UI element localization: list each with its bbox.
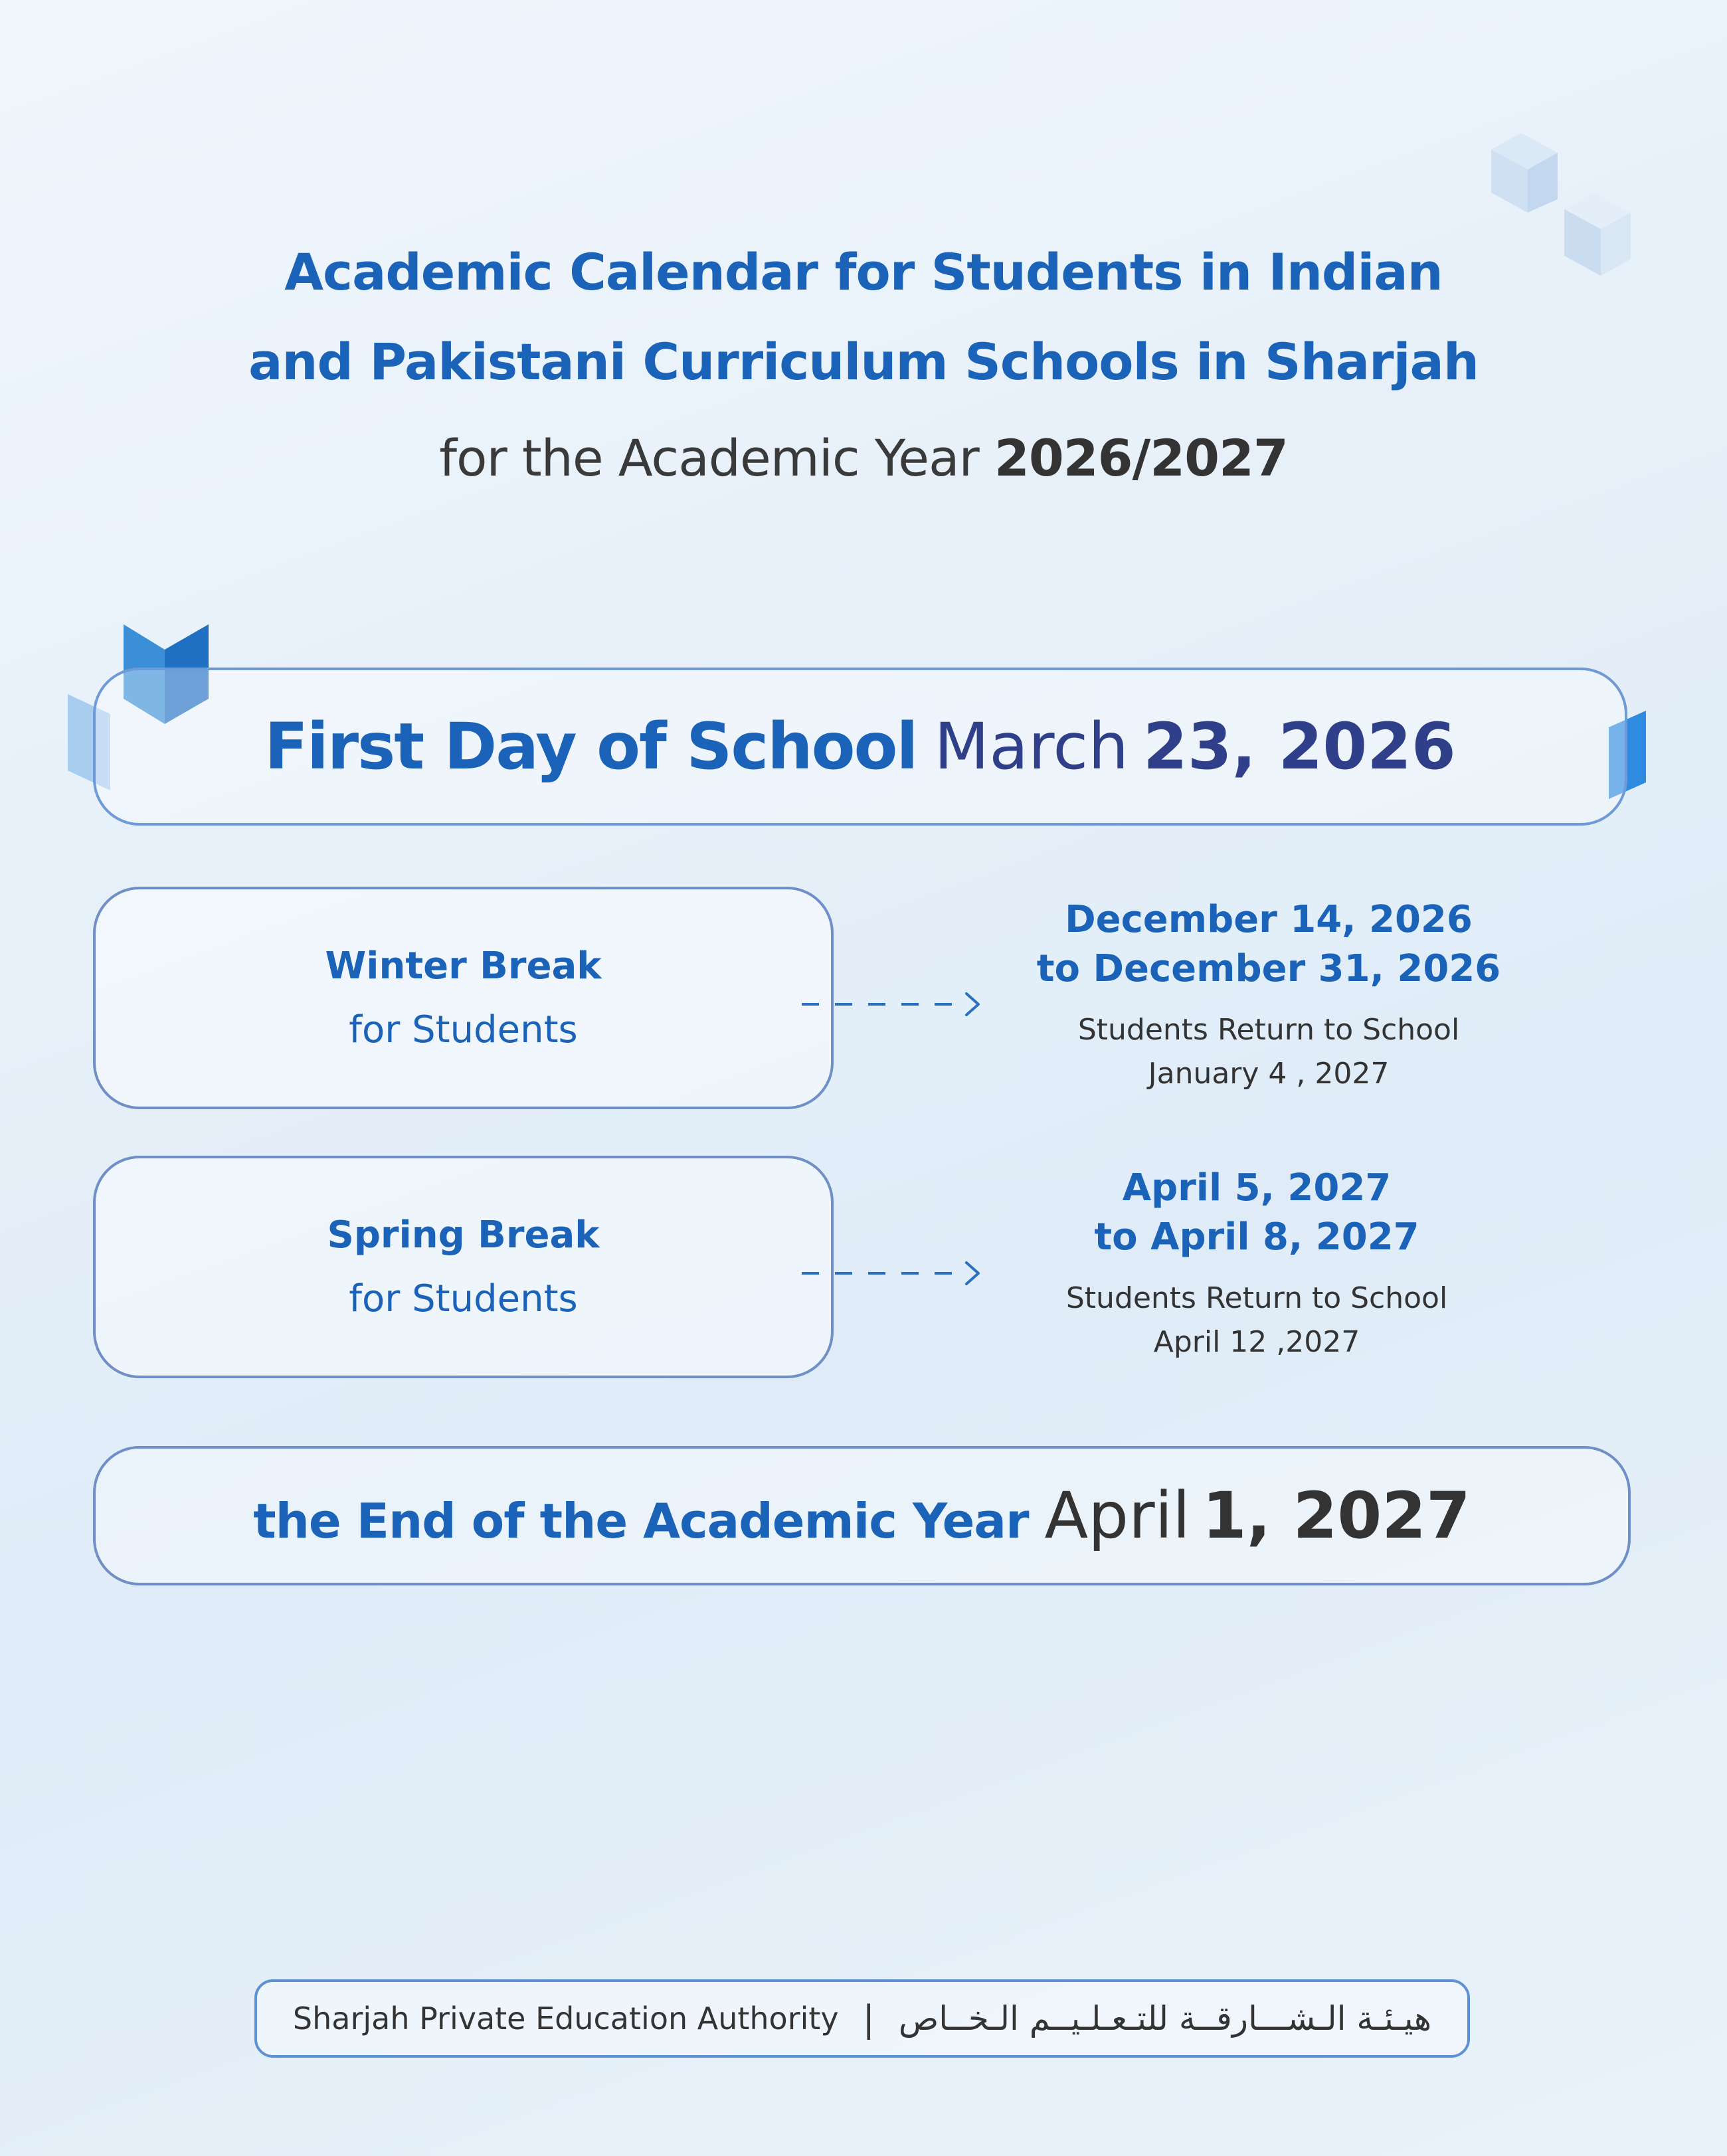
page-title-line-1: Academic Calendar for Students in Indian bbox=[284, 242, 1443, 302]
first-day-date: 23, 2026 bbox=[1143, 709, 1456, 784]
spring-return-date: April 12 ,2027 bbox=[1153, 1325, 1360, 1359]
authority-name-arabic: هيـئـة الـشـــارقــة للتـعـلـيــم الـخــاص bbox=[898, 1999, 1432, 2038]
spring-break-title: Spring Break bbox=[327, 1213, 600, 1257]
winter-return-label: Students Return to School bbox=[1077, 1013, 1460, 1047]
winter-break-dates bbox=[937, 895, 1601, 1096]
spring-break-card bbox=[93, 1156, 834, 1378]
first-day-of-school-banner bbox=[93, 668, 1627, 826]
winter-return-date: January 4 , 2027 bbox=[1148, 1057, 1390, 1091]
academic-year: 2026/2027 bbox=[994, 428, 1288, 488]
spring-break-dates bbox=[925, 1164, 1589, 1364]
spring-return-label: Students Return to School bbox=[1065, 1281, 1448, 1315]
end-of-year-date: 1, 2027 bbox=[1202, 1479, 1471, 1553]
academic-year-subtitle bbox=[0, 428, 1727, 488]
spring-break-start-date: April 5, 2027 bbox=[1122, 1166, 1392, 1210]
first-day-label: First Day of School bbox=[264, 709, 917, 784]
end-of-year-month: April bbox=[1044, 1479, 1190, 1553]
winter-break-subtitle: for Students bbox=[349, 1008, 578, 1051]
subtitle-prefix: for the Academic Year bbox=[439, 428, 979, 488]
winter-break-start-date: December 14, 2026 bbox=[1065, 898, 1473, 941]
winter-break-end-date: to December 31, 2026 bbox=[1036, 947, 1501, 990]
authority-footer bbox=[254, 1979, 1470, 2058]
winter-break-card bbox=[93, 887, 834, 1109]
spring-break-subtitle: for Students bbox=[349, 1277, 578, 1320]
end-of-year-label: the End of the Academic Year bbox=[253, 1493, 1029, 1549]
page-title-line-2: and Pakistani Curriculum Schools in Sharjah bbox=[248, 332, 1479, 391]
winter-break-title: Winter Break bbox=[325, 944, 602, 988]
first-day-month: March bbox=[934, 709, 1129, 784]
authority-name-english: Sharjah Private Education Authority bbox=[292, 2001, 839, 2036]
spring-break-end-date: to April 8, 2027 bbox=[1094, 1215, 1419, 1259]
footer-separator: | bbox=[862, 1997, 875, 2040]
end-of-academic-year-banner bbox=[93, 1446, 1631, 1585]
